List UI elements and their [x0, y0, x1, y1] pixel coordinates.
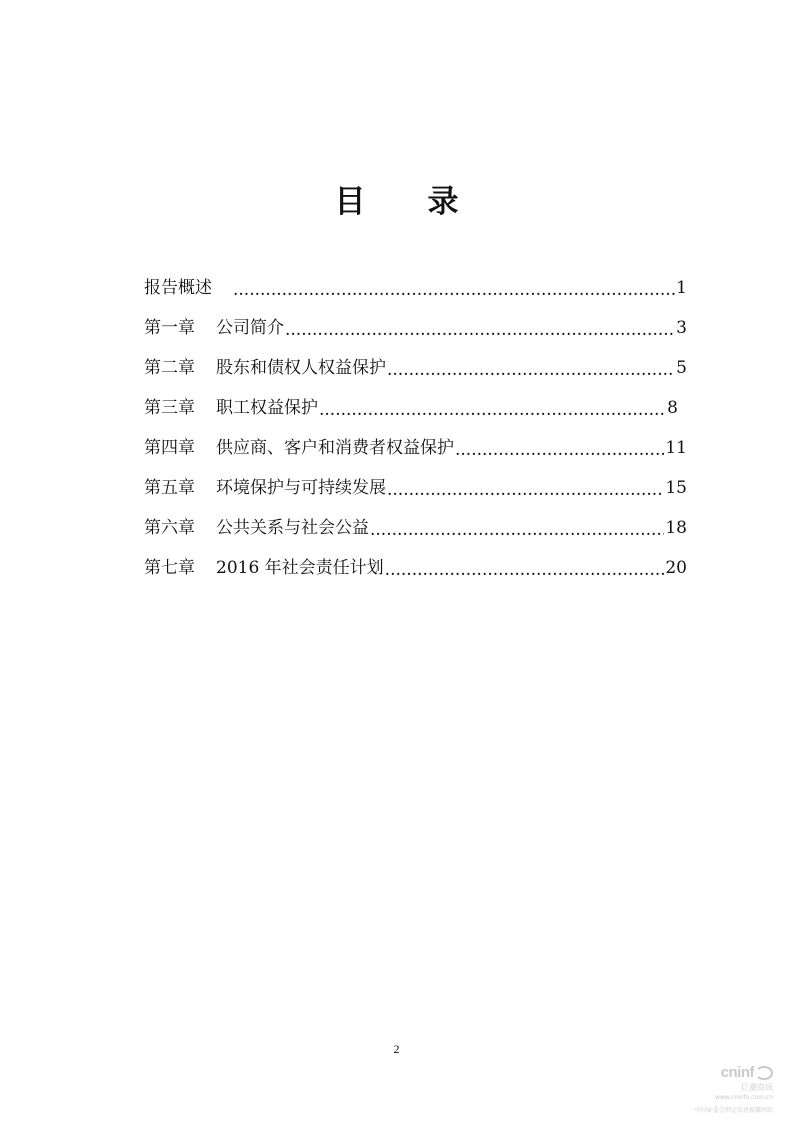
toc-entry-chapter-2[interactable]	[144, 348, 687, 388]
cninfo-watermark	[673, 1064, 773, 1114]
toc-entry-page: 11	[665, 437, 687, 458]
toc-leader-dots	[319, 402, 666, 419]
toc-entry-page: 3	[676, 317, 687, 338]
toc-entry-label: 职工权益保护	[216, 397, 318, 418]
watermark-subtitle: 巨潮资讯	[741, 1083, 773, 1092]
toc-entry-overview[interactable]	[144, 268, 687, 308]
toc-entry-label: 供应商、客户和消费者权益保护	[216, 437, 454, 458]
toc-entry-chapter-6[interactable]	[144, 508, 687, 548]
toc-entry-chapter-5[interactable]	[144, 468, 687, 508]
toc-entry-chapter-7[interactable]	[144, 548, 687, 588]
title-char-1: 目	[334, 184, 366, 220]
page-number: 2	[393, 1042, 400, 1056]
cninfo-swirl-icon	[755, 1066, 773, 1080]
toc-leader-dots	[233, 282, 675, 299]
watermark-tagline: 中国证监会指定信息披露网站	[694, 1107, 773, 1114]
toc-entry-chapter-3[interactable]	[144, 388, 687, 428]
toc-chapter-number: 第六章	[144, 517, 195, 538]
toc-chapter-number: 第七章	[144, 557, 195, 578]
toc-entry-label: 2016 年社会责任计划	[216, 557, 384, 578]
title-char-2: 录	[427, 184, 459, 220]
toc-title	[0, 176, 793, 221]
toc-leader-dots	[285, 322, 675, 339]
toc-entry-label: 公司简介	[216, 317, 284, 338]
toc-entry-label: 股东和债权人权益保护	[216, 357, 386, 378]
toc-entry-chapter-4[interactable]	[144, 428, 687, 468]
cninfo-logo: cninf	[673, 1064, 773, 1081]
toc-entry-page: 18	[665, 517, 687, 538]
toc-entry-label: 报告概述	[144, 277, 212, 298]
toc-entry-page: 15	[665, 477, 687, 498]
table-of-contents	[144, 268, 687, 588]
toc-entry-page: 5	[676, 357, 687, 378]
toc-chapter-number: 第二章	[144, 357, 195, 378]
toc-leader-dots	[387, 362, 675, 379]
toc-entry-label: 公共关系与社会公益	[216, 517, 369, 538]
toc-leader-dots	[385, 562, 665, 579]
toc-leader-dots	[387, 482, 664, 499]
toc-entry-chapter-1[interactable]	[144, 308, 687, 348]
toc-chapter-number: 第五章	[144, 477, 195, 498]
toc-entry-page: 1	[676, 277, 687, 298]
watermark-url: www.cninfo.com.cn	[714, 1094, 773, 1101]
toc-entry-label: 环境保护与可持续发展	[216, 477, 386, 498]
toc-entry-page: 20	[665, 557, 687, 578]
toc-leader-dots	[455, 442, 664, 459]
toc-entry-page: 8	[667, 397, 678, 418]
toc-chapter-number: 第四章	[144, 437, 195, 458]
toc-leader-dots	[370, 522, 664, 539]
toc-chapter-number: 第一章	[144, 317, 195, 338]
toc-chapter-number: 第三章	[144, 397, 195, 418]
